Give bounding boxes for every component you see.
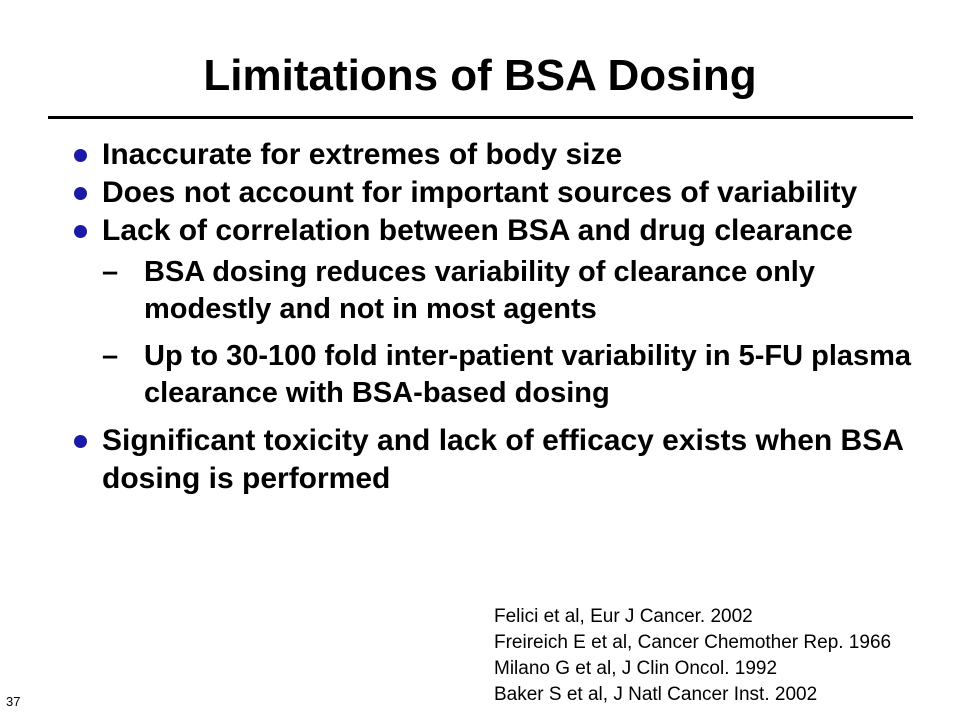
bullet-text: Inaccurate for extremes of body size <box>102 138 623 171</box>
reference-item: Baker S et al, J Natl Cancer Inst. 2002 <box>494 684 818 705</box>
bullet-list <box>72 136 932 498</box>
bullet-dot-icon <box>74 225 87 238</box>
bullet-text: Lack of correlation between BSA and drug clearance <box>102 214 853 247</box>
bullet-dot-icon <box>74 149 87 162</box>
bullet-item <box>72 212 932 412</box>
sub-bullet-text: Up to 30-100 fold inter-patient variability in 5-FU plasma clearance with BSA-based dosing <box>144 340 912 409</box>
bullet-item <box>72 174 932 212</box>
bullet-dot-icon <box>74 187 87 200</box>
reference-item: Freireich E et al, Cancer Chemother Rep. 1966 <box>494 632 892 653</box>
bullet-item <box>72 136 932 174</box>
slide-title: Limitations of BSA Dosing <box>203 51 757 100</box>
dash-icon: – <box>102 256 119 288</box>
sub-bullet-text: BSA dosing reduces variability of clearance only modestly and not in most agents <box>144 256 815 325</box>
sub-bullet-item <box>102 254 932 328</box>
sub-bullet-item <box>102 338 932 412</box>
bullet-item <box>72 422 932 498</box>
dash-icon: – <box>102 340 119 372</box>
reference-item: Milano G et al, J Clin Oncol. 1992 <box>494 658 778 679</box>
bullet-dot-icon <box>74 435 87 448</box>
page-number: 37 <box>6 694 21 709</box>
references-list <box>494 604 891 708</box>
bullet-text: Does not account for important sources of variability <box>102 176 858 209</box>
title-divider <box>48 116 913 119</box>
bullet-text: Significant toxicity and lack of efficacy exists when BSA dosing is performed <box>102 424 903 495</box>
reference-item: Felici et al, Eur J Cancer. 2002 <box>494 606 753 627</box>
sub-bullet-list <box>102 254 932 412</box>
